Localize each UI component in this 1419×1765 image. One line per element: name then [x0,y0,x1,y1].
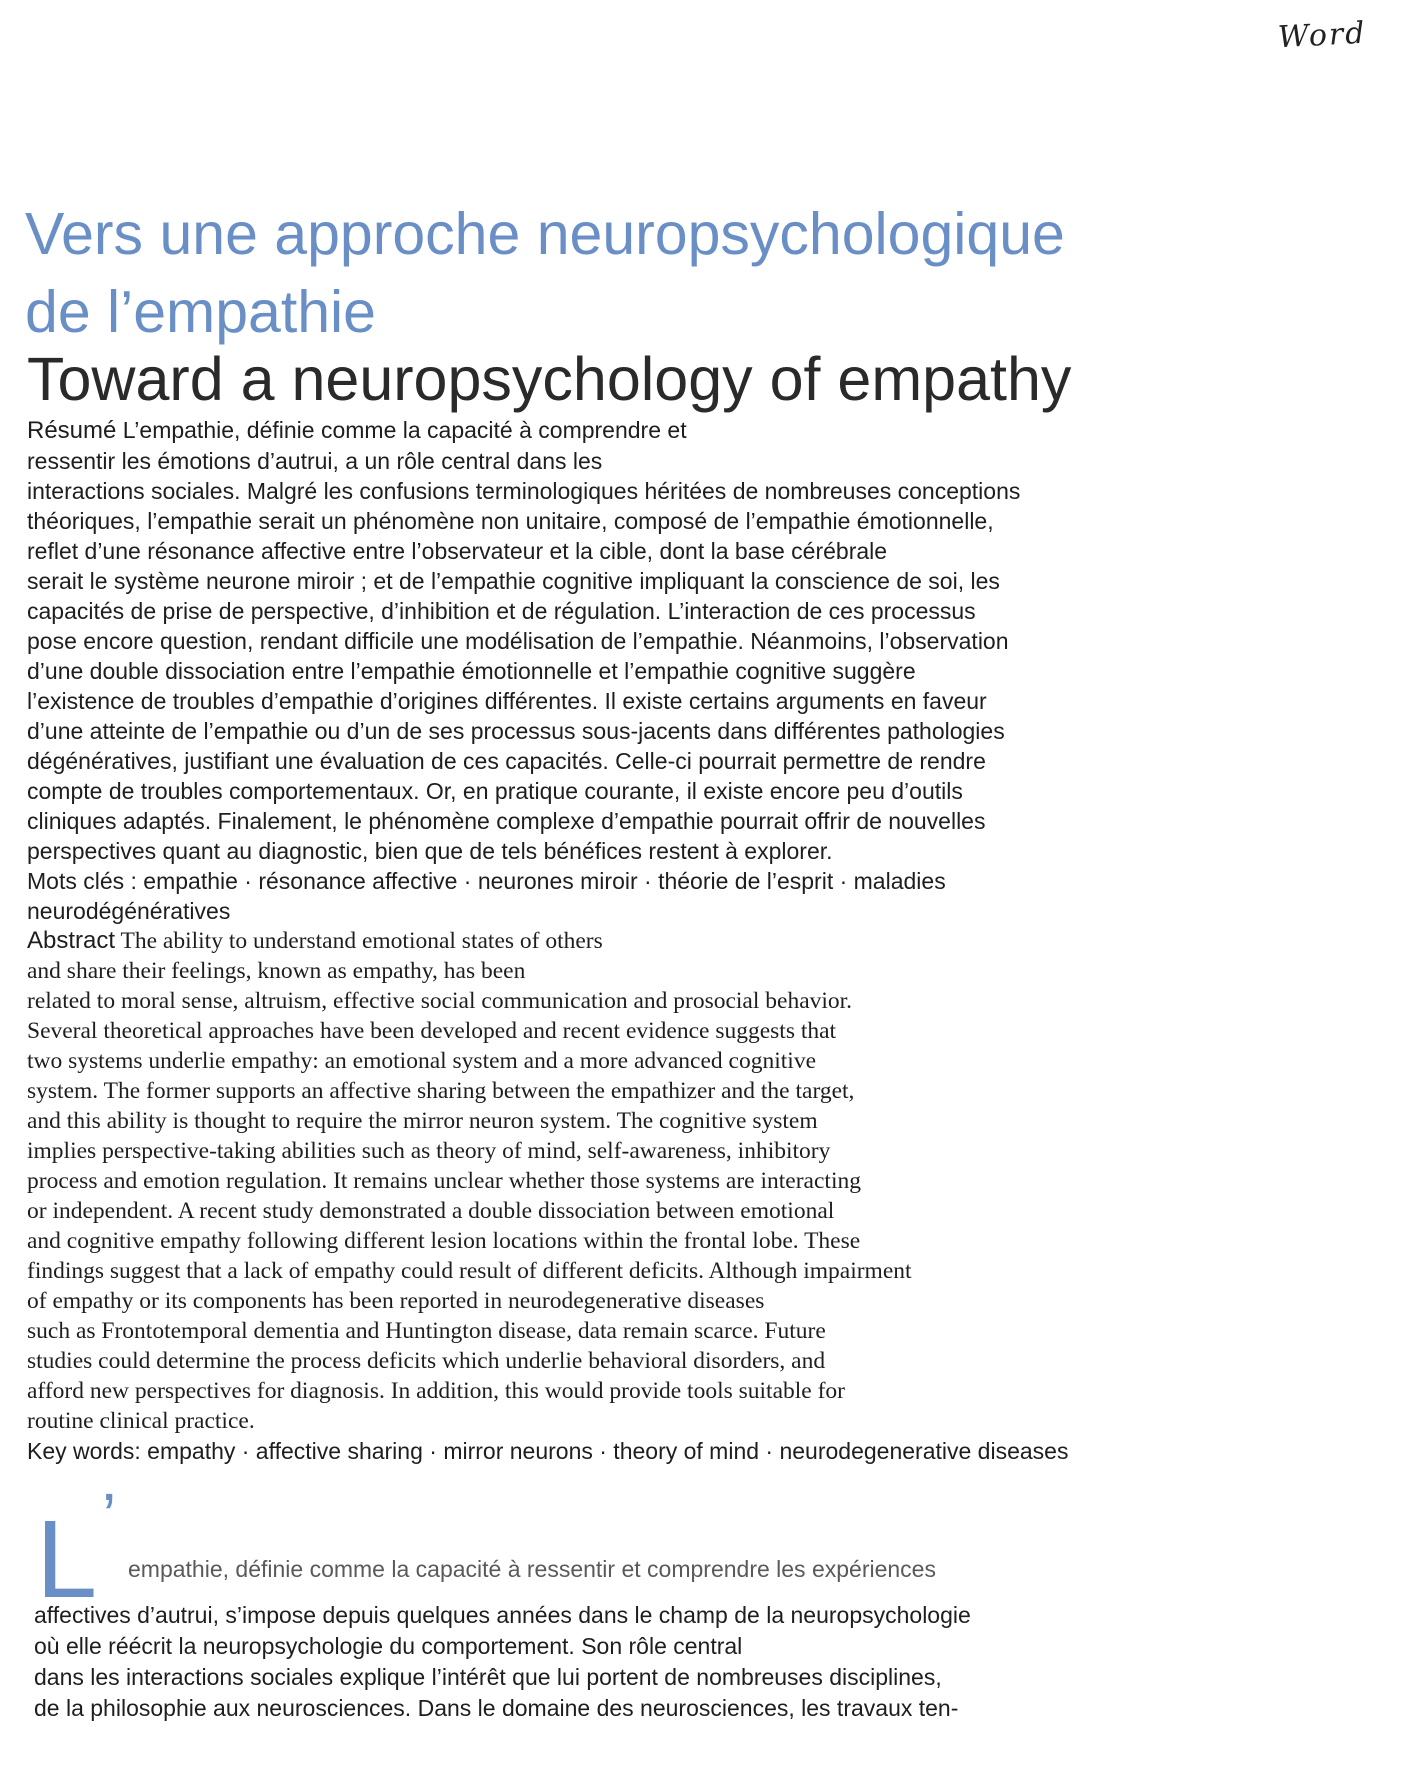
resume-label: Résumé [27,417,117,444]
drop-cap-apostrophe: ’ [102,1480,117,1552]
mots-cles-line: Mots clés : empathie · résonance affective · neurones miroir · théorie de l’esprit · maladies [27,868,946,894]
abstract-label: Abstract [27,927,116,954]
abstract-line: Abstract The ability to understand emotional states of others [27,927,603,954]
resume-line: compte de troubles comportementaux. Or, en pratique courante, il existe encore peu d’outils [27,778,963,804]
abstract-line: and cognitive empathy following different lesion locations within the frontal lobe. These [27,1228,861,1254]
abstract-line: system. The former supports an affective sharing between the empathizer and the target, [27,1078,855,1104]
resume-line: cliniques adaptés. Finalement, le phénomène complexe d’empathie pourrait offrir de nouvelles [27,808,986,834]
abstract-line: routine clinical practice. [27,1408,255,1434]
resume-line: théoriques, l’empathie serait un phénomène non unitaire, composé de l’empathie émotionnelle, [27,508,994,534]
abstract-line: of empathy or its components has been reported in neurodegenerative diseases [27,1288,765,1314]
body-line: où elle réécrit la neuropsychologie du comportement. Son rôle central [34,1633,743,1659]
body-line: empathie, définie comme la capacité à ressentir et comprendre les expériences [128,1556,936,1582]
handwritten-annotation: Word [1277,15,1368,56]
resume-line: pose encore question, rendant difficile une modélisation de l’empathie. Néanmoins, l’observation [27,628,1009,654]
resume-line: d’une atteinte de l’empathie ou d’un de ses processus sous-jacents dans différentes pathologies [27,718,1005,744]
body-line: affectives d’autrui, s’impose depuis quelques années dans le champ de la neuropsychologie [34,1602,971,1628]
resume-line: d’une double dissociation entre l’empathie émotionnelle et l’empathie cognitive suggère [27,658,916,684]
abstract-line: two systems underlie empathy: an emotional system and a more advanced cognitive [27,1048,816,1074]
resume-line: ressentir les émotions d’autrui, a un rôle central dans les [27,448,603,474]
title-french-line: Vers une approche neuropsychologique [25,201,1065,267]
abstract-line: studies could determine the process deficits which underlie behavioral disorders, and [27,1348,826,1374]
resume-line: l’existence de troubles d’empathie d’origines différentes. Il existe certains arguments en faveur [27,688,987,714]
key-words-line: Key words: empathy · affective sharing · mirror neurons · theory of mind · neurodegenerative diseases [27,1438,1069,1464]
resume-line: capacités de prise de perspective, d’inhibition et de régulation. L’interaction de ces processus [27,598,976,624]
resume-line: interactions sociales. Malgré les confusions terminologiques héritées de nombreuses conceptions [27,478,1021,504]
resume-line: Résumé L’empathie, définie comme la capacité à comprendre et [27,417,687,444]
abstract-line: afford new perspectives for diagnosis. In addition, this would provide tools suitable for [27,1378,845,1404]
title-english: Toward a neuropsychology of empathy [27,345,1072,413]
resume-line: serait le système neurone miroir ; et de l’empathie cognitive impliquant la conscience de soi, les [27,568,1000,594]
abstract-line: and share their feelings, known as empathy, has been [27,958,526,984]
title-french [25,195,1325,351]
resume-line: reflet d’une résonance affective entre l’observateur et la cible, dont la base cérébrale [27,538,888,564]
title-french-line: de l’empathie [25,279,376,345]
resume-line: perspectives quant au diagnostic, bien que de tels bénéfices restent à explorer. [27,838,833,864]
abstract-line: findings suggest that a lack of empathy could result of different deficits. Although impairment [27,1258,912,1284]
body-line: de la philosophie aux neurosciences. Dans le domaine des neurosciences, les travaux ten- [34,1695,959,1721]
abstract-line: implies perspective-taking abilities such as theory of mind, self-awareness, inhibitory [27,1138,831,1164]
abstract-line: such as Frontotemporal dementia and Huntington disease, data remain scarce. Future [27,1318,826,1344]
abstract-line: or independent. A recent study demonstrated a double dissociation between emotional [27,1198,835,1224]
body-line: dans les interactions sociales explique l’intérêt que lui portent de nombreuses disciplines, [34,1664,942,1690]
abstract-line: process and emotion regulation. It remains unclear whether those systems are interacting [27,1168,861,1194]
abstract-line: Several theoretical approaches have been developed and recent evidence suggests that [27,1018,837,1044]
resume-line: dégénératives, justifiant une évaluation de ces capacités. Celle-ci pourrait permettre de rendre [27,748,986,774]
abstract-line: related to moral sense, altruism, effective social communication and prosocial behavior. [27,988,853,1014]
abstract-line: and this ability is thought to require the mirror neuron system. The cognitive system [27,1108,818,1134]
drop-cap-letter: L [36,1498,98,1621]
mots-cles-line: neurodégénératives [27,898,231,924]
